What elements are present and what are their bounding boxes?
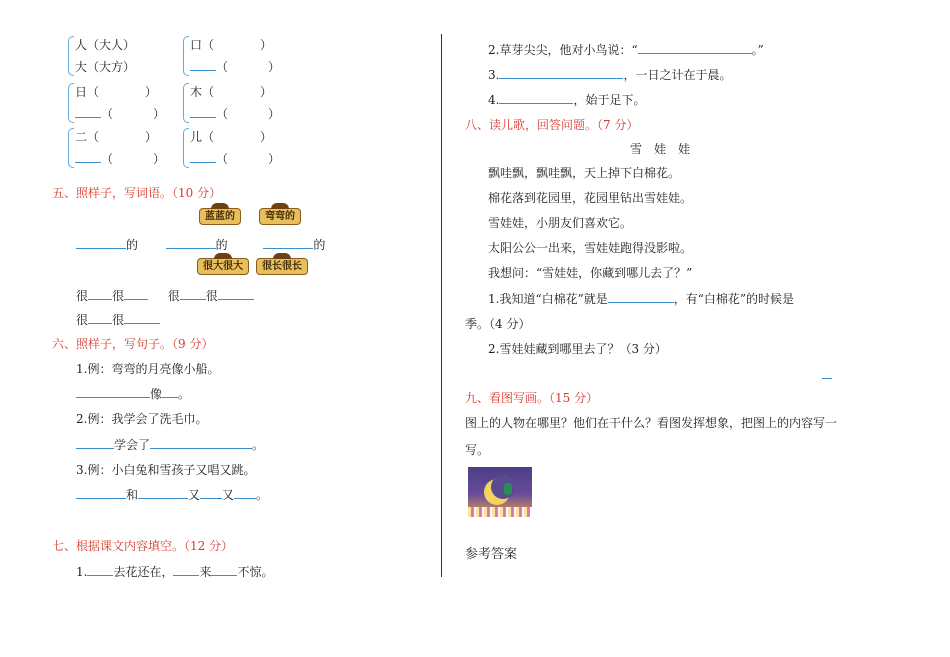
brace: [183, 83, 189, 123]
word-group-3b[interactable]: （ ）: [75, 105, 165, 122]
question-1-cont: 季。（4 分）: [465, 317, 531, 331]
poem-line-4: 太阳公公一出来，雪娃娃跑得没影啦。: [488, 241, 693, 255]
example-2: 2.例：我学会了洗毛巾。: [76, 412, 208, 426]
example-tag: 很大很大: [197, 258, 249, 275]
question-2: 2.雪娃娃藏到哪里去了？（3 分）: [488, 342, 667, 356]
word-group-5a: 二（ ）: [75, 130, 158, 144]
hen-row-2[interactable]: 很 很: [76, 311, 160, 328]
section-9-text-1: 图上的人物在哪里？他们在干什么？看图发挥想象，把图上的内容写一: [465, 416, 838, 430]
word-group-4b[interactable]: （ ）: [190, 105, 280, 122]
brace: [183, 36, 189, 76]
poem-line-1: 飘哇飘，飘哇飘，天上掉下白棉花。: [488, 166, 681, 180]
example-tag: 很长很长: [256, 258, 308, 275]
word-group-3a: 日（ ）: [75, 85, 158, 99]
section-9-heading: 九、看图写画。（15 分）: [465, 391, 599, 405]
example-tag: 蓝蓝的: [199, 208, 241, 225]
column-divider: [441, 34, 442, 577]
poem-line-2: 棉花落到花园里，花园里钻出雪娃娃。: [488, 191, 693, 205]
fill-line-3[interactable]: 3. ，一日之计在于晨。: [488, 68, 732, 82]
section-5-heading: 五、照样子，写词语。（10 分）: [52, 186, 222, 200]
word-group-1a: 人（大人）: [75, 38, 136, 52]
reference-answers-title: 参考答案: [465, 547, 518, 562]
example-1: 1.例：弯弯的月亮像小船。: [76, 362, 220, 376]
word-group-4a: 木（ ）: [190, 85, 273, 99]
de-row[interactable]: 的 的 的: [76, 236, 325, 253]
section-8-heading: 八、读儿歌，回答问题。（7 分）: [465, 118, 639, 132]
moon-picture: [468, 467, 532, 517]
brace: [68, 128, 74, 168]
example-3: 3.例：小白兔和雪孩子又唱又跳。: [76, 463, 256, 477]
brace: [68, 36, 74, 76]
brace: [68, 83, 74, 123]
word-group-6b[interactable]: （ ）: [190, 150, 280, 167]
poem-line-3: 雪娃娃，小朋友们喜欢它。: [488, 216, 633, 230]
brace: [183, 128, 189, 168]
answer-2[interactable]: 学会了 。: [76, 436, 264, 453]
answer-3[interactable]: 和 又 又 。: [76, 486, 268, 503]
word-group-1b: 大（大方）: [75, 60, 136, 74]
word-group-5b[interactable]: （ ）: [75, 150, 165, 167]
question-1[interactable]: 1.我知道“白棉花”就是 ，有“白棉花”的时候是: [488, 292, 795, 306]
answer-line-short[interactable]: [822, 368, 832, 379]
fill-line-4[interactable]: 4. ，始于足下。: [488, 93, 646, 107]
hen-row-1[interactable]: 很 很 很 很: [76, 287, 254, 304]
word-group-2a: 口（ ）: [190, 38, 273, 52]
poem-title: 雪 娃 娃: [630, 142, 691, 156]
child-figure: [504, 483, 512, 495]
section-6-heading: 六、照样子，写句子。（9 分）: [52, 337, 214, 351]
word-group-2b[interactable]: （ ）: [190, 58, 280, 75]
answer-1[interactable]: 像 。: [76, 385, 190, 402]
flower-field: [468, 507, 532, 517]
fill-line-1[interactable]: 1. 去花还在， 来 不惊。: [76, 565, 274, 579]
example-tag: 弯弯的: [259, 208, 301, 225]
section-7-heading: 七、根据课文内容填空。（12 分）: [52, 539, 234, 553]
fill-line-2[interactable]: 2.草芽尖尖，他对小鸟说：“ 。”: [488, 43, 764, 57]
section-9-text-2: 写。: [465, 443, 490, 457]
word-group-6a: 儿（ ）: [190, 130, 273, 144]
poem-line-5: 我想问：“雪娃娃，你藏到哪儿去了？”: [488, 266, 693, 280]
